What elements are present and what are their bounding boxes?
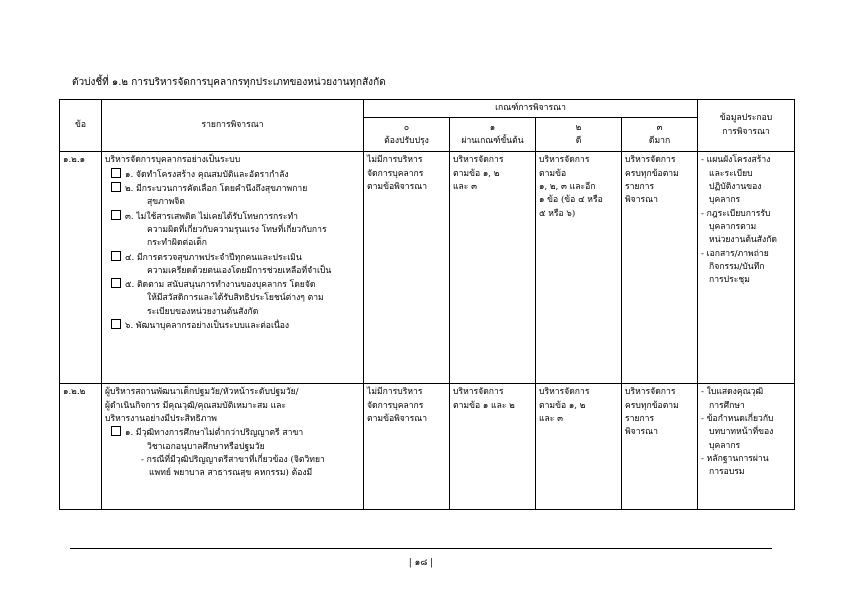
- header-level-1: ๑ ผ่านเกณฑ์ขั้นต้น: [450, 118, 536, 152]
- checklist-item-continuation: ความผิดที่เกี่ยวกับความรุนแรง โทษที่เกี่ยวกับการ: [147, 224, 327, 235]
- row-number: ๑.๒.๒: [60, 384, 102, 510]
- sub-item-label: - กรณีที่มีวุฒิปริญญาตรีสาขาที่เกี่ยวข้อง (จิตวิทยา: [141, 454, 325, 465]
- header-item: รายการพิจารณา: [102, 100, 364, 152]
- row-number: ๑.๒.๑: [60, 152, 102, 384]
- checkbox[interactable]: [111, 168, 121, 178]
- info-bullet: - แผนผังโครงสร้าง: [701, 155, 771, 166]
- row-heading: บริหารจัดการบุคลากรอย่างเป็นระบบ: [105, 155, 241, 166]
- level-text: รายการ: [625, 413, 655, 424]
- level-text: ไม่มีการบริหาร: [367, 155, 423, 166]
- info-continuation: ปฏิบัติงานของ: [709, 181, 762, 192]
- header-level-3: ๓ ดีมาก: [622, 118, 698, 152]
- level-1-cell: [450, 384, 536, 510]
- level-text: ครบทุกข้อตาม: [625, 168, 679, 179]
- info-continuation: กิจกรรม/บันทึก: [709, 261, 765, 272]
- checklist-item-label: ๑. จัดทำโครงสร้าง คุณสมบัติและอัตรากำลัง: [125, 169, 289, 180]
- level-3-cell: [622, 384, 698, 510]
- checklist-item-label: ๖. พัฒนาบุคลากรอย่างเป็นระบบและต่อเนื่อง: [125, 321, 290, 332]
- info-bullet: - กฎระเบียบการรับ: [701, 208, 771, 219]
- level-text: ตามข้อ: [539, 168, 567, 179]
- level-text: และ ๓: [453, 181, 478, 192]
- checkbox[interactable]: [111, 251, 121, 261]
- checklist-item: [105, 182, 360, 210]
- level-text: ตามข้อ ๑ และ ๒: [453, 400, 515, 411]
- row-heading: บริหารงานอย่างมีประสิทธิภาพ: [105, 413, 217, 424]
- info-continuation: บุคลากร: [709, 195, 741, 206]
- table-row: [60, 384, 795, 510]
- checklist-item-line: [111, 182, 360, 196]
- level-0-cell: [364, 384, 450, 510]
- checklist-item-continuation: ระเบียบของหน่วยงานต้นสังกัด: [147, 306, 259, 317]
- level-text: บริหารจัดการ: [453, 155, 504, 166]
- info-continuation: หน่วยงานต้นสังกัด: [709, 235, 778, 246]
- level-text: พิจารณา: [625, 195, 658, 206]
- checklist-item-line: [111, 168, 360, 182]
- info-cell: [698, 152, 795, 384]
- level-0-cell: [364, 152, 450, 384]
- header-level-2: ๒ ดี: [536, 118, 622, 152]
- level-text: ๑, ๒, ๓ และอีก: [539, 181, 596, 192]
- checklist-item-line: [111, 319, 360, 333]
- header-criteria: เกณฑ์การพิจารณา: [364, 100, 698, 118]
- checklist-item: [105, 168, 360, 182]
- level-2-cell: [536, 152, 622, 384]
- table-row: [60, 152, 795, 384]
- info-continuation: บุคลากร: [709, 440, 741, 451]
- info-continuation: การอบรม: [709, 467, 745, 478]
- checklist-item-continuation: ความเครียดด้วยตนเองโดยมีการช่วยเหลือที่จำเป็น: [147, 265, 332, 276]
- info-bullet: - เอกสาร/ภาพถ่าย: [701, 248, 769, 259]
- level-text: บริหารจัดการ: [625, 387, 676, 398]
- row-heading: ผู้ดำเนินกิจการ มีคุณวุฒิ/คุณสมบัติเหมาะสม และ: [105, 400, 287, 411]
- level-text: จัดการบุคลากร: [367, 168, 424, 179]
- level-text: ครบทุกข้อตาม: [625, 400, 679, 411]
- level-text: ตามข้อพิจารณา: [367, 181, 428, 192]
- info-cell: [698, 384, 795, 510]
- info-bullet: - ข้อกำหนดเกี่ยวกับ: [701, 413, 774, 424]
- checkbox[interactable]: [111, 319, 121, 329]
- level-text: บริหารจัดการ: [453, 387, 504, 398]
- header-no: ข้อ: [60, 100, 102, 152]
- info-continuation: และระเบียบ: [709, 168, 753, 179]
- level-3-cell: [622, 152, 698, 384]
- info-continuation: บทบาทหน้าที่ของ: [709, 427, 774, 438]
- checklist-item: [105, 251, 360, 279]
- checklist-item-line: [111, 251, 360, 265]
- header-info: ข้อมูลประกอบ การพิจารณา: [698, 100, 795, 152]
- level-text: ๕ หรือ ๖): [539, 208, 576, 219]
- checklist-item-continuation: วิชาเอกอนุบาลศึกษาหรือปฐมวัย: [147, 441, 265, 452]
- checklist-item-line: [111, 210, 360, 224]
- checklist-item: [105, 278, 360, 319]
- level-text: ตามข้อ ๑, ๒: [453, 168, 500, 179]
- checklist-item: [105, 210, 360, 251]
- level-text: บริหารจัดการ: [539, 387, 590, 398]
- checklist-item: [105, 319, 360, 333]
- level-text: จัดการบุคลากร: [367, 400, 424, 411]
- header-level-0: ๐ ต้องปรับปรุง: [364, 118, 450, 152]
- level-text: บริหารจัดการ: [625, 155, 676, 166]
- level-text: พิจารณา: [625, 427, 658, 438]
- checklist-item-label: ๓. ไม่ใช้สารเสพติด ไม่เคยได้รับโทษการกระทำ: [125, 211, 298, 222]
- level-text: บริหารจัดการ: [539, 155, 590, 166]
- info-continuation: การศึกษา: [709, 400, 745, 411]
- checklist-item-line: [111, 426, 360, 440]
- info-continuation: การประชุม: [709, 275, 750, 286]
- checklist-item-label: ๕. ติดตาม สนับสนุนการทำงานของบุคลากร โดยจัด: [125, 280, 316, 291]
- page-number: | ๑๘ |: [408, 558, 434, 568]
- sub-item-continuation: แพทย์ พยาบาล สาธารณสุข คหกรรม) ต้องมี: [149, 468, 313, 479]
- checklist-item: [105, 426, 360, 454]
- level-text: ๑ ข้อ (ข้อ ๔ หรือ: [539, 195, 603, 206]
- checkbox[interactable]: [111, 426, 121, 436]
- checklist-item-label: ๔. มีการตรวจสุขภาพประจำปีทุกคนและประเมิน: [125, 252, 302, 263]
- criteria-cell: [102, 384, 364, 510]
- level-text: รายการ: [625, 181, 655, 192]
- criteria-table: [59, 99, 795, 510]
- criteria-cell: [102, 152, 364, 384]
- level-text: ไม่มีการบริหาร: [367, 387, 423, 398]
- level-text: ตามข้อ ๑, ๒: [539, 400, 586, 411]
- checklist-item-continuation: สุขภาพจิต: [147, 197, 185, 208]
- level-1-cell: [450, 152, 536, 384]
- checkbox[interactable]: [111, 278, 121, 288]
- checkbox[interactable]: [111, 210, 121, 220]
- page-title: ตัวบ่งชี้ที่ ๑.๒ การบริหารจัดการบุคลากรทุกประเภทของหน่วยงานทุกสังกัด: [72, 77, 386, 88]
- info-bullet: - หลักฐานการผ่าน: [701, 453, 769, 464]
- info-continuation: บุคลากรตาม: [709, 221, 757, 232]
- row-heading: ผู้บริหารสถานพัฒนาเด็กปฐมวัย/หัวหน้าระดับปฐมวัย/: [105, 387, 299, 398]
- checklist-item-label: ๒. มีกระบวนการคัดเลือก โดยคำนึงถึงสุขภาพกาย: [125, 183, 308, 194]
- sub-item: [105, 454, 360, 481]
- level-text: ตามข้อพิจารณา: [367, 413, 428, 424]
- level-text: และ ๓: [539, 413, 564, 424]
- level-2-cell: [536, 384, 622, 510]
- checklist-item-continuation: ให้มีสวัสดิการและได้รับสิทธิประโยชน์ต่างๆ ตาม: [147, 293, 324, 304]
- checklist-item-line: [111, 278, 360, 292]
- footer-divider: [70, 548, 772, 549]
- checklist-item-label: ๑. มีวุฒิทางการศึกษาไม่ต่ำกว่าปริญญาตรี สาขา: [125, 428, 304, 439]
- checkbox[interactable]: [111, 182, 121, 192]
- checklist-item-continuation: กระทำผิดต่อเด็ก: [147, 238, 208, 249]
- info-bullet: - ใบแสดงคุณวุฒิ: [701, 387, 764, 398]
